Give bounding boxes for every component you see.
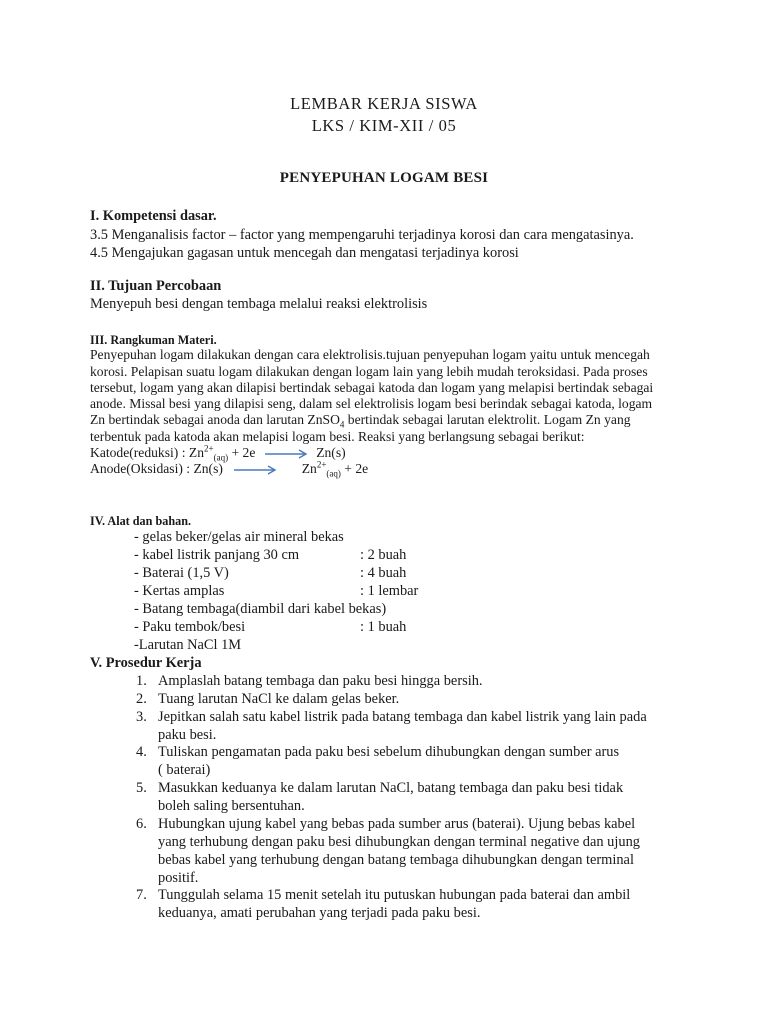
step-number: 5. xyxy=(136,780,147,796)
section3-line: terbentuk pada katoda akan melapisi logam besi. Reaksi yang berlangsung sebagai berikut: xyxy=(90,429,585,444)
material-item: - Kertas amplas : 1 lembar xyxy=(134,583,419,599)
material-item: - kabel listrik panjang 30 cm : 2 buah xyxy=(134,547,407,563)
section3-line: anode. Missal besi yang dilapisi seng, dalam sel elektrolisis logam besi berindak sebagai katoda, logam xyxy=(90,396,653,411)
step-text: Amplaslah batang tembaga dan paku besi hingga bersih. xyxy=(158,673,483,689)
step-text: Masukkan keduanya ke dalam larutan NaCl, batang tembaga dan paku besi tidak xyxy=(158,780,624,796)
section4-heading: IV. Alat dan bahan. xyxy=(90,514,192,528)
katode-reaction: Katode(reduksi) : $Zn^{2+}_{(aq)} + 2e$ Zn(s) xyxy=(90,443,346,463)
material-item: - Paku tembok/besi : 1 buah xyxy=(134,619,407,635)
step-text: Tuliskan pengamatan pada paku besi sebelum dihubungkan dengan sumber arus xyxy=(158,744,620,760)
step-text: Hubungkan ujung kabel yang bebas pada sumber arus (baterai). Ujung bebas kabel xyxy=(158,816,636,832)
step-number: 3. xyxy=(136,709,147,725)
section3-line: Penyepuhan logam dilakukan dengan cara elektrolisis.tujuan penyepuhan logam yaitu untuk mencegah xyxy=(90,347,650,362)
step-text: paku besi. xyxy=(158,727,217,743)
step-number: 1. xyxy=(136,673,147,689)
step-text: Tunggulah selama 15 menit setelah itu putuskan hubungan pada baterai dan ambil xyxy=(158,887,631,903)
step-text: Jepitkan salah satu kabel listrik pada batang tembaga dan kabel listrik yang lain pada xyxy=(158,709,647,725)
material-item: - Baterai (1,5 V) : 4 buah xyxy=(134,565,407,581)
step-text: ( baterai) xyxy=(158,762,211,778)
section3-line: korosi. Pelapisan suatu logam dilakukan dengan logam lain yang lebih mudah teroksidasi. Pada proses xyxy=(90,364,648,379)
section1-heading: I. Kompetensi dasar. xyxy=(90,208,217,224)
step-number: 2. xyxy=(136,691,147,707)
section1-line1: 3.5 Menganalisis factor – factor yang mempengaruhi terjadinya korosi dan cara mengatasinya. xyxy=(90,227,634,243)
step-text: Tuang larutan NaCl ke dalam gelas beker. xyxy=(158,691,400,707)
main-title: PENYEPUHAN LOGAM BESI xyxy=(279,170,489,186)
step-number: 6. xyxy=(136,816,147,832)
reaction-arrow-icon xyxy=(234,465,278,475)
section2-line1: Menyepuh besi dengan tembaga melalui reaksi elektrolisis xyxy=(90,296,428,312)
worksheet-title: LEMBAR KERJA SISWA xyxy=(290,94,478,113)
worksheet-code: LKS / KIM-XII / 05 xyxy=(311,116,457,135)
section3-heading: III. Rangkuman Materi. xyxy=(90,333,217,347)
anode-reaction: Anode(Oksidasi) : Zn(s) $Zn^{2+}_{(aq)} + 2e$ xyxy=(90,459,369,479)
step-number: 7. xyxy=(136,887,147,903)
material-item: - Batang tembaga(diambil dari kabel bekas) xyxy=(134,601,387,617)
material-item: - gelas beker/gelas air mineral bekas xyxy=(134,529,344,545)
step-text: boleh saling bersentuhan. xyxy=(158,798,305,814)
section1-line2: 4.5 Mengajukan gagasan untuk mencegah dan mengatasi terjadinya korosi xyxy=(90,245,519,261)
step-text: bebas kabel yang terhubung dengan batang tembaga dihubungkan dengan terminal xyxy=(158,852,634,868)
step-text: keduanya, amati perubahan yang terjadi pada paku besi. xyxy=(158,905,481,921)
material-item: -Larutan NaCl 1M xyxy=(134,637,242,653)
step-number: 4. xyxy=(136,744,147,760)
section2-heading: II. Tujuan Percobaan xyxy=(90,278,222,294)
section3-line: Zn bertindak sebagai anoda dan larutan ZnSO$_4$ bertindak sebagai larutan elektrolit. Logam Zn yang xyxy=(90,412,631,430)
step-text: yang terhubung dengan paku besi dihubungkan dengan terminal negative dan ujung xyxy=(158,834,640,850)
section5-heading: V. Prosedur Kerja xyxy=(90,655,202,671)
reaction-arrow-icon xyxy=(265,449,309,459)
step-text: positif. xyxy=(158,870,199,886)
section3-line: tersebut, logam yang akan dilapisi bertindak sebagai katoda dan logam yang melapisi bertindak sebagai xyxy=(90,380,654,395)
